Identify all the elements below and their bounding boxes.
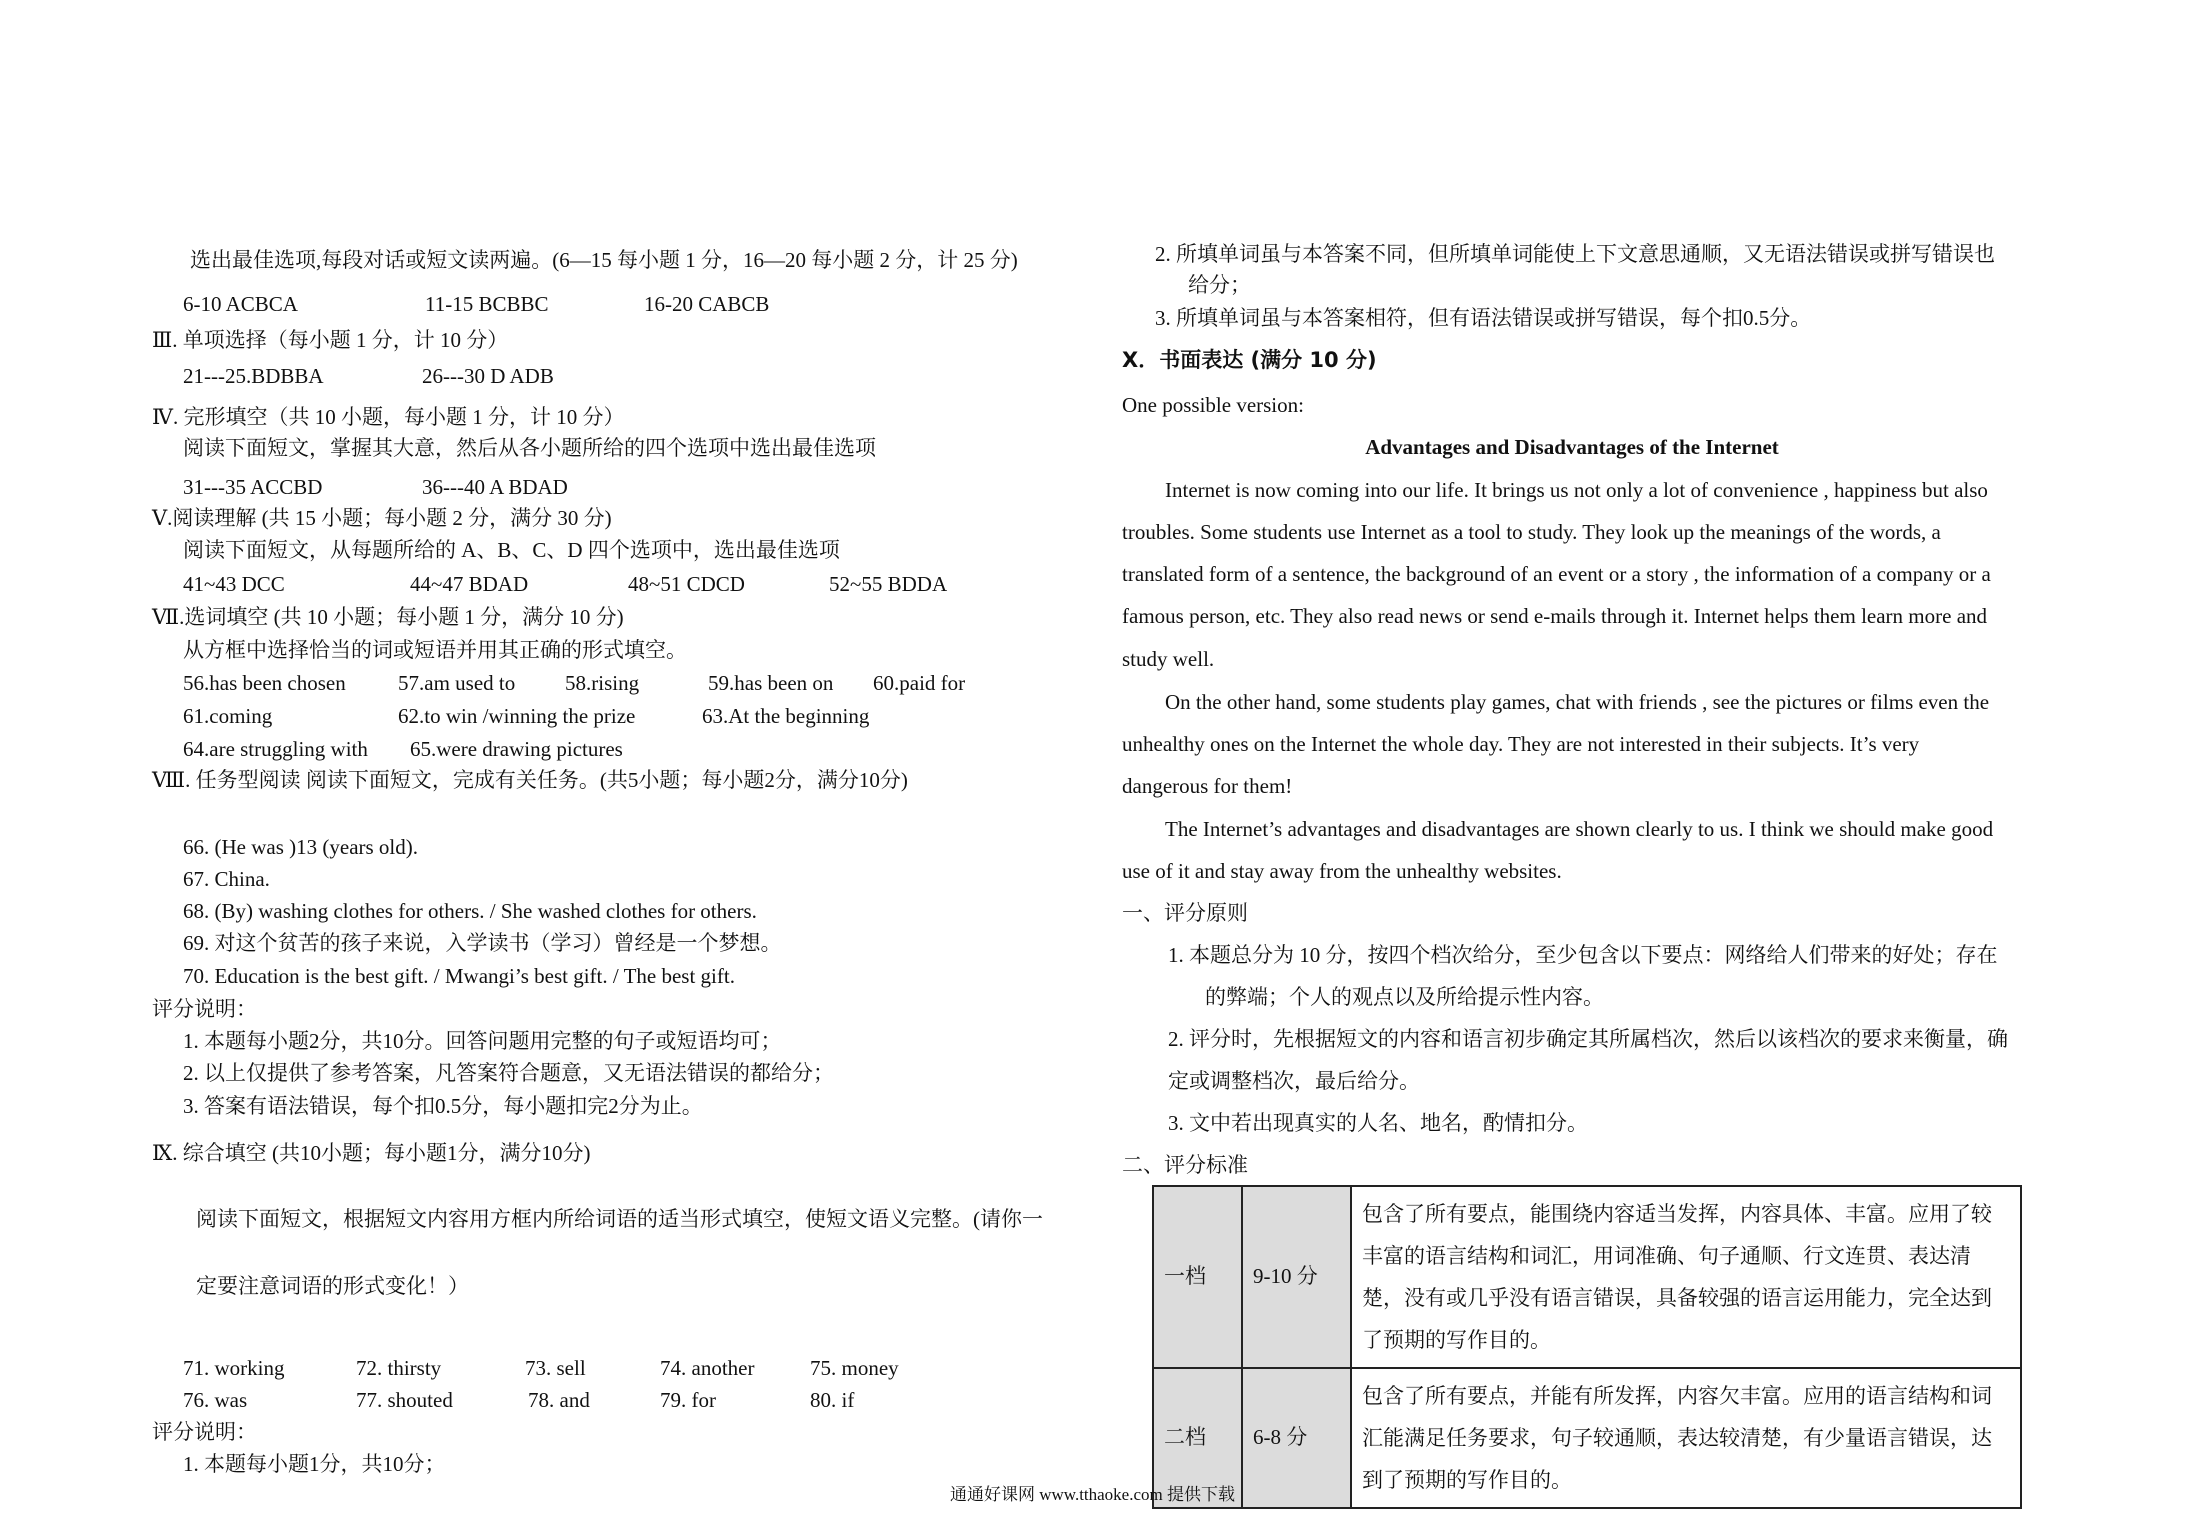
grade-description: 包含了所有要点，并能有所发挥，内容欠丰富。应用的语言结构和词汇能满足任务要求，句子较通顺，表达较清楚，有少量语言错误，达到了预期的写作目的。 (1351, 1368, 2021, 1508)
grade-score: 9-10 分 (1242, 1186, 1351, 1368)
answer-57: 57.am used to (398, 671, 516, 695)
section8-notes-title: 评分说明： (152, 997, 257, 1021)
section8-note-2: 2. 以上仅提供了参考答案，凡答案符合题意，又无语法错误的都给分； (183, 1061, 834, 1085)
answer-73: 73. sell (525, 1356, 586, 1380)
essay-p1-line2: troubles. Some students use Internet as a tool to study. They look up the meanings of the words, a (1122, 520, 1941, 544)
section4-title: Ⅳ. 完形填空（共 10 小题，每小题 1 分，计 10 分） (152, 405, 625, 429)
essay-p2-line3: dangerous for them! (1122, 774, 1293, 798)
answer-6-10: 6-10 ACBCA (183, 292, 298, 316)
possible-version-label: One possible version: (1122, 393, 1304, 417)
answer-26-30: 26---30 D ADB (422, 364, 554, 388)
answer-21-25: 21---25.BDBBA (183, 364, 324, 388)
answer-58: 58.rising (565, 671, 640, 695)
section2-intro: 选出最佳选项,每段对话或短文读两遍。(6—15 每小题 1 分，16—20 每小题 2 分，计 25 分) (190, 248, 1018, 272)
answer-56: 56.has been chosen (183, 671, 346, 695)
section9-note-2-line2: 给分； (1188, 273, 1251, 297)
scoring-standards-title: 二、评分标准 (1122, 1153, 1248, 1177)
answer-11-15: 11-15 BCBBC (425, 292, 549, 316)
section7-instruction: 从方框中选择恰当的词或短语并用其正确的形式填空。 (183, 638, 687, 662)
principle-2-line2: 定或调整档次，最后给分。 (1168, 1069, 1420, 1093)
section7-title: Ⅶ.选词填空 (共 10 小题；每小题 1 分，满分 10 分) (152, 605, 624, 629)
scoring-principles-title: 一、评分原则 (1122, 901, 1248, 925)
answer-44-47: 44~47 BDAD (410, 572, 529, 596)
essay-p3-line2: use of it and stay away from the unhealthy websites. (1122, 859, 1562, 883)
answer-41-43: 41~43 DCC (183, 572, 285, 596)
table-row (1153, 1186, 2021, 1368)
answer-61: 61.coming (183, 704, 273, 728)
grade-description: 包含了所有要点，能围绕内容适当发挥，内容具体、丰富。应用了较丰富的语言结构和词汇，用词准确、句子通顺、行文连贯、表达清楚，没有或几乎没有语言错误，具备较强的语言运用能力，完全达到了预期的写作目的。 (1351, 1186, 2021, 1368)
answer-78: 78. and (528, 1388, 590, 1412)
principle-3: 3. 文中若出现真实的人名、地名，酌情扣分。 (1168, 1111, 1588, 1135)
principle-2-line1: 2. 评分时，先根据短文的内容和语言初步确定其所属档次，然后以该档次的要求来衡量，确 (1168, 1027, 2008, 1051)
answer-52-55: 52~55 BDDA (829, 572, 948, 596)
essay-p1-line3: translated form of a sentence, the background of an event or a story , the information of a company or a (1122, 562, 1991, 586)
principle-1-line2: 的弊端；个人的观点以及所给提示性内容。 (1205, 985, 1604, 1009)
answer-63: 63.At the beginning (702, 704, 870, 728)
answer-36-40: 36---40 A BDAD (422, 475, 568, 499)
answer-66: 66. (He was )13 (years old). (183, 835, 419, 859)
section8-title: Ⅷ. 任务型阅读 阅读下面短文，完成有关任务。(共5小题；每小题2分，满分10分) (152, 768, 908, 792)
answer-79: 79. for (660, 1388, 716, 1412)
answer-70: 70. Education is the best gift. / Mwangi’s best gift. / The best gift. (183, 964, 735, 988)
essay-p3-line1: The Internet’s advantages and disadvantages are shown clearly to us. I think we should make good (1165, 817, 1994, 841)
answer-72: 72. thirsty (356, 1356, 442, 1380)
essay-title: Advantages and Disadvantages of the Internet (1365, 435, 1779, 459)
answer-16-20: 16-20 CABCB (644, 292, 770, 316)
answer-67: 67. China. (183, 867, 270, 891)
section5-title: Ⅴ.阅读理解 (共 15 小题；每小题 2 分，满分 30 分) (152, 506, 612, 530)
page-footer: 通通好课网 www.tthaoke.com 提供下载 (949, 1485, 1236, 1504)
answer-80: 80. if (810, 1388, 855, 1412)
scoring-table (1152, 1185, 2022, 1509)
section9-note-3: 3. 所填单词虽与本答案相符，但有语法错误或拼写错误，每个扣0.5分。 (1155, 306, 1812, 330)
section4-instruction: 阅读下面短文，掌握其大意，然后从各小题所给的四个选项中选出最佳选项 (183, 436, 876, 460)
answer-60: 60.paid for (873, 671, 966, 695)
essay-p2-line1: On the other hand, some students play games, chat with friends , see the pictures or films even the (1165, 690, 1990, 714)
essay-p1-line1: Internet is now coming into our life. It brings us not only a lot of convenience , happiness but also (1165, 478, 1988, 502)
section8-note-1: 1. 本题每小题2分，共10分。回答问题用完整的句子或短语均可； (183, 1029, 782, 1053)
section5-instruction: 阅读下面短文，从每题所给的 A、B、C、D 四个选项中，选出最佳选项 (183, 538, 840, 562)
section9-note-2-line1: 2. 所填单词虽与本答案不同，但所填单词能使上下文意思通顺，又无语法错误或拼写错误也 (1155, 242, 1995, 266)
answer-74: 74. another (660, 1356, 755, 1380)
answer-48-51: 48~51 CDCD (628, 572, 745, 596)
answer-71: 71. working (183, 1356, 285, 1380)
section9-note-1: 1. 本题每小题1分，共10分； (183, 1452, 446, 1476)
section9-title: Ⅸ. 综合填空 (共10小题；每小题1分，满分10分) (152, 1141, 591, 1165)
section10-title: Ⅹ．书面表达 (满分 10 分) (1122, 348, 1377, 372)
section9-notes-title: 评分说明： (152, 1420, 257, 1444)
answer-62: 62.to win /winning the prize (398, 704, 636, 728)
section8-note-3: 3. 答案有语法错误，每个扣0.5分，每小题扣完2分为止。 (183, 1094, 703, 1118)
section3-title: Ⅲ. 单项选择（每小题 1 分，计 10 分） (152, 328, 509, 352)
answer-76: 76. was (183, 1388, 248, 1412)
section9-instruction-line1: 阅读下面短文，根据短文内容用方框内所给词语的适当形式填空，使短文语义完整。(请你一 (196, 1207, 1043, 1231)
grade-score: 6-8 分 (1242, 1368, 1351, 1508)
answer-68: 68. (By) washing clothes for others. / She washed clothes for others. (183, 899, 757, 923)
answer-77: 77. shouted (356, 1388, 453, 1412)
answer-64: 64.are struggling with (183, 737, 368, 761)
principle-1-line1: 1. 本题总分为 10 分，按四个档次给分，至少包含以下要点：网络给人们带来的好处；存在 (1168, 943, 1998, 967)
answer-69: 69. 对这个贫苦的孩子来说，入学读书（学习）曾经是一个梦想。 (183, 931, 782, 955)
section9-instruction-line2: 定要注意词语的形式变化！） (196, 1274, 469, 1298)
grade-level: 一档 (1153, 1186, 1242, 1368)
essay-p1-line4: famous person, etc. They also read news or send e-mails through it. Internet helps them learn more and (1122, 604, 1988, 628)
essay-p2-line2: unhealthy ones on the Internet the whole day. They are not interested in their subjects. It’s very (1122, 732, 1920, 756)
answer-65: 65.were drawing pictures (410, 737, 623, 761)
answer-59: 59.has been on (708, 671, 834, 695)
answer-31-35: 31---35 ACCBD (183, 475, 323, 499)
essay-p1-line5: study well. (1122, 647, 1215, 671)
grade-level: 二档 (1153, 1368, 1242, 1508)
answer-75: 75. money (810, 1356, 899, 1380)
